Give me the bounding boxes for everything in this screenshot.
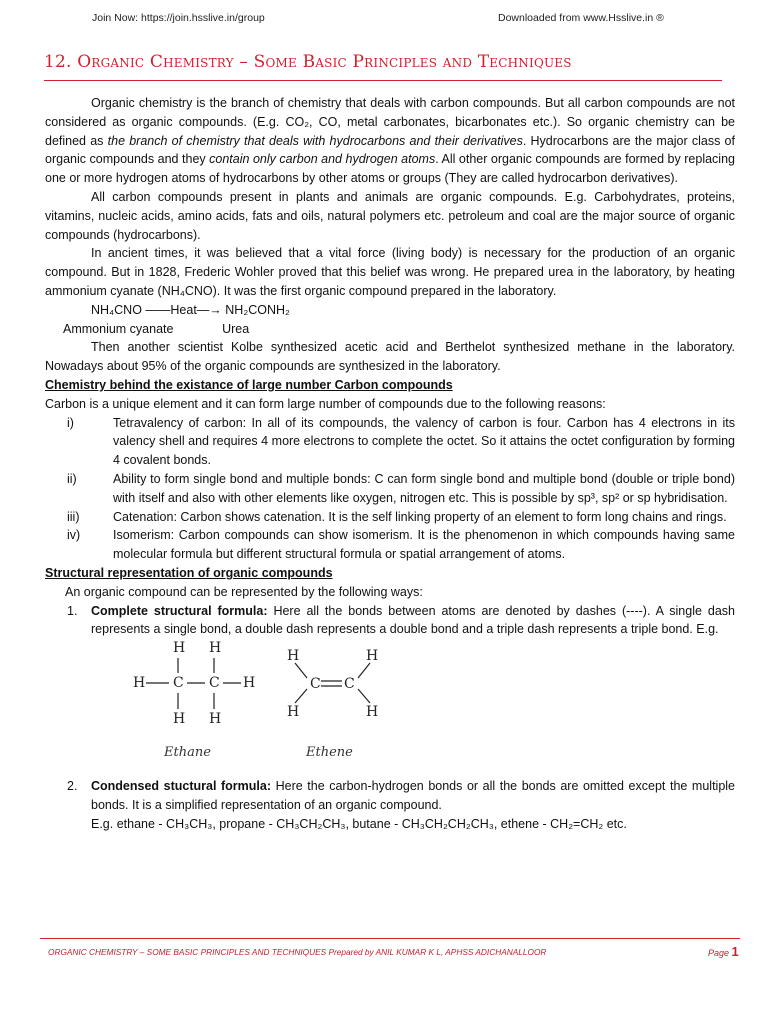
equation-labels: Ammonium cyanate Urea [63, 321, 250, 336]
reason-item: iii) Catenation: Carbon shows catenation. It is the self linking property of an element to form long chains and rings. [67, 509, 727, 524]
atom-label: C [344, 676, 355, 693]
intro-paragraph-4: Then another scientist Kolbe synthesized acetic acid and Berthelot synthesized methane in the laboratory. Nowadays about 95% of the organic compounds are synthesized in the laboratory. [45, 340, 735, 374]
intro-paragraph-2: All carbon compounds present in plants and animals are organic compounds. E.g. Carbohydrates, proteins, vitamins, nucleic acids, amino acids, fats and oils, natural polymers etc. petroleum and coal are the major source of organic compounds (hydrocarbons). [45, 189, 735, 242]
section1-intro: Carbon is a unique element and it can form large number of compounds due to the following reasons: [45, 396, 606, 411]
atom-label: H [173, 711, 186, 728]
atom-label: C [310, 676, 321, 693]
atom-label: C [209, 675, 220, 692]
footer-rule [40, 938, 740, 939]
atom-label: H [133, 675, 146, 692]
page-number: Page 1 [708, 944, 739, 959]
atom-label: H [287, 704, 300, 721]
download-source: Downloaded from www.Hsslive.in ® [498, 12, 664, 24]
representation-item-2: 2. Condensed stuctural formula: Here the carbon-hydrogen bonds or all the bonds are omitted except the multiple bonds. It is a simplified representation of an organic compound. E.g. ethane - CH₃CH₃, propane - CH₃CH₂CH₃, butane - CH₃CH₂CH₂CH₃, ethene - CH₂=CH₂ etc. [45, 777, 735, 833]
intro-paragraph-3: In ancient times, it was believed that a vital force (living body) is necessary for the production of an organic compound. But in 1828, Frederic Wohler proved that this belief was wrong. He prepared urea in the laboratory, by heating ammonium cyanate (NH₄CNO). It was the first organic compound prepared in the laboratory. [45, 246, 735, 298]
intro-paragraph-1: Organic chemistry is the branch of chemistry that deals with carbon compounds. But all carbon compounds are not considered as organic compounds. (E.g. CO₂, CO, metal carbonates, bicarbonates etc.). So organic chemistry can be defined as the branch of chemistry that deals with hydrocarbons and their derivatives. Hydrocarbons are the major class of organic compounds and they contain only carbon and hydrogen atoms. All other organic compounds are formed by replacing one or more hydrogen atoms of hydrocarbons by other atoms or groups (They are called hydrocarbon derivatives). [45, 96, 735, 186]
atom-label: C [173, 675, 184, 692]
ethene-caption: Ethene [306, 745, 353, 761]
page-footer [48, 944, 748, 959]
atom-label: H [173, 640, 186, 657]
condensed-formula-examples: E.g. ethane - CH₃CH₃, propane - CH₃CH₂CH₃, butane - CH₃CH₂CH₂CH₃, ethene - CH₂=CH₂ etc. [91, 816, 627, 831]
reason-item: iv) Isomerism: Carbon compounds can show isomerism. It is the phenomenon in which compounds having same molecular formula but different structural formula or spatial arrangement of atoms. [67, 528, 735, 562]
atom-label: H [243, 675, 256, 692]
bond-line [358, 689, 370, 703]
page-title: 12. Organic Chemistry – Some Basic Principles and Techniques [44, 52, 572, 72]
atom-label: H [287, 648, 300, 665]
footer-text: ORGANIC CHEMISTRY – SOME BASIC PRINCIPLES AND TECHNIQUES Prepared by ANIL KUMAR K L, APHSS ADICHANALLOOR [48, 947, 547, 957]
section-heading-carbon-compounds: Chemistry behind the existance of large number Carbon compounds [45, 377, 453, 392]
structural-formula-figures [45, 639, 735, 777]
section-heading-structural-representation: Structural representation of organic compounds [45, 565, 333, 580]
document-body [45, 94, 735, 834]
bond-lines [45, 639, 735, 777]
atom-label: H [209, 640, 222, 657]
bond-line [295, 689, 307, 703]
ethane-caption: Ethane [164, 745, 211, 761]
atom-label: H [366, 704, 379, 721]
reason-item: ii) Ability to form single bond and multiple bonds: C can form single bond and multiple bond (double or triple bond) with itself and also with other elements like oxygen, nitrogen etc. This is possible by sp³, sp² or sp hybridisation. [67, 471, 735, 505]
page-header [0, 12, 768, 28]
reason-item: i) Tetravalency of carbon: In all of its compounds, the valency of carbon is four. Carbon has 4 electrons in its valency shell and requires 4 more electrons to complete the octet. So it attains the octet configuration by forming 4 covalent bonds. [67, 415, 735, 468]
atom-label: H [209, 711, 222, 728]
join-link[interactable]: Join Now: https://join.hsslive.in/group [92, 12, 265, 24]
representation-item-1: 1. Complete structural formula: Here all the bonds between atoms are denoted by dashes (----). A single dash represents a single bond, a double dash represents a double bond and a triple dash represents a triple bond. E.g. [67, 603, 735, 637]
urea-equation: NH₄CNO ——Heat—→ NH₂CONH₂ [91, 302, 290, 317]
title-underline [44, 80, 722, 81]
section2-intro: An organic compound can be represented by the following ways: [65, 584, 423, 599]
atom-label: H [366, 648, 379, 665]
